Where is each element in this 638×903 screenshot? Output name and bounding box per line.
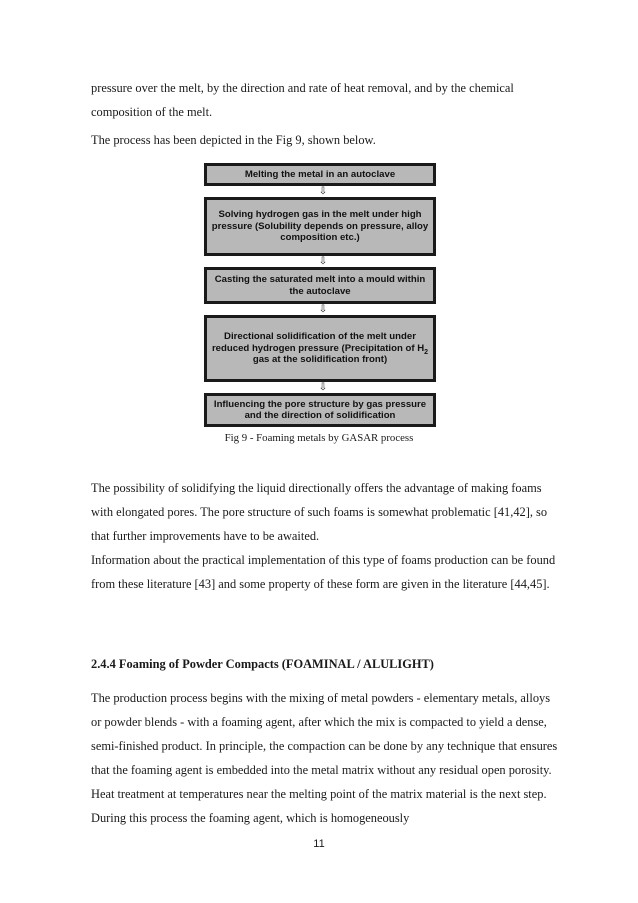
figure-caption: Fig 9 - Foaming metals by GASAR process [224,432,414,444]
flow-arrow-down-icon: ⇩ [318,256,328,267]
paragraph-production-process: The production process begins with the mixing of metal powders - elementary metals, alloys or powder blends - with a foaming agent, after which the mix is compacted to yield a dense, semi-finished product. In principle, the compaction can be done by any technique that ensures that the foaming agent is embedded into the metal matrix without any residual open porosity. Heat treatment at temperatures near the melting point of the matrix material is the next step. During this process the foaming agent, which is homogeneously [91,691,558,825]
page-number: 11 [313,838,325,850]
flow-arrow-down-icon: ⇩ [318,382,328,393]
flow-step-solving-hydrogen: Solving hydrogen gas in the melt under high pressure (Solubility depends on pressure, alloy composition etc.) [204,197,436,256]
flow-arrow-down-icon: ⇩ [318,304,328,315]
section-heading: 2.4.4 Foaming of Powder Compacts (FOAMINAL / ALULIGHT) [91,657,434,671]
paragraph-intro: pressure over the melt, by the direction and rate of heat removal, and by the chemical composition of the melt. [91,81,514,119]
flow-step-directional-solidification: Directional solidification of the melt under reduced hydrogen pressure (Precipitation of $H_2$ gas at the solidification front) [204,315,436,382]
flow-step-casting: Casting the saturated melt into a mould within the autoclave [204,267,436,304]
gasar-flowchart [204,163,442,427]
paragraph-directional-solidification: The possibility of solidifying the liquid directionally offers the advantage of making foams with elongated pores. The pore structure of such foams is somewhat problematic [41,42], so that further improvements have to be awaited. [91,481,548,543]
flow-step-melting: Melting the metal in an autoclave [204,163,436,186]
paragraph-practical-implementation: Information about the practical implementation of this type of foams production can be found from these literature [43] and some property of these form are given in the literature [44,45]. [91,553,556,591]
flow-arrow-down-icon: ⇩ [318,186,328,197]
flow-step-influencing-pore-structure: Influencing the pore structure by gas pressure and the direction of solidification [204,393,436,427]
paragraph-figure-reference: The process has been depicted in the Fig 9, shown below. [91,133,376,147]
